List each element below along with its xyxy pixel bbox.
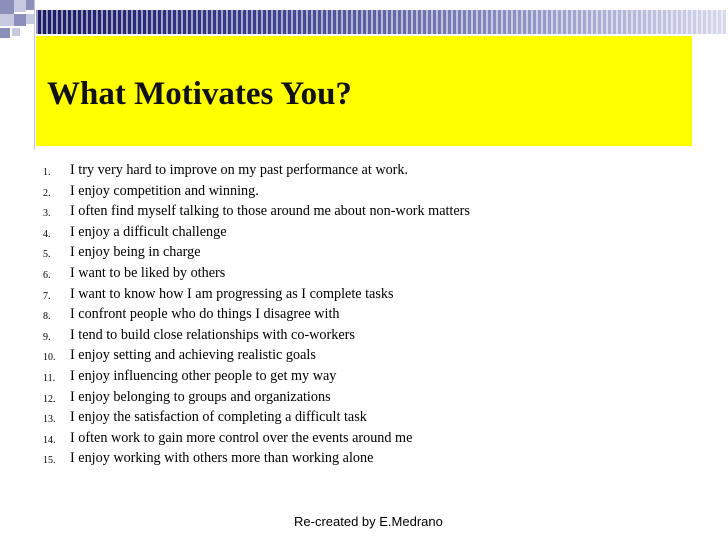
list-item xyxy=(0,203,600,224)
list-item xyxy=(0,286,600,307)
item-text: I enjoy setting and achieving realistic goals xyxy=(70,347,316,364)
decor-square xyxy=(0,28,10,38)
slide-title: What Motivates You? xyxy=(47,76,352,112)
item-text: I want to know how I am progressing as I complete tasks xyxy=(70,285,394,302)
item-text: I enjoy the satisfaction of completing a difficult task xyxy=(70,409,367,426)
header-stripe xyxy=(36,10,726,34)
decor-square xyxy=(0,0,14,14)
item-number: 2. xyxy=(43,187,51,199)
item-text: I enjoy competition and winning. xyxy=(70,182,259,199)
list-item xyxy=(0,389,600,410)
motivation-list xyxy=(0,162,600,471)
item-text: I tend to build close relationships with co-workers xyxy=(70,326,355,343)
item-number: 14. xyxy=(43,434,56,446)
decor-square xyxy=(26,0,34,10)
list-item xyxy=(0,430,600,451)
list-item xyxy=(0,450,600,471)
item-text: I enjoy being in charge xyxy=(70,244,201,261)
list-item xyxy=(0,183,600,204)
item-number: 8. xyxy=(43,311,51,323)
list-item xyxy=(0,306,600,327)
item-number: 4. xyxy=(43,228,51,240)
item-text: I enjoy a difficult challenge xyxy=(70,223,227,240)
list-item xyxy=(0,347,600,368)
item-text: I confront people who do things I disagree with xyxy=(70,306,340,323)
item-text: I enjoy influencing other people to get my way xyxy=(70,367,337,384)
item-number: 15. xyxy=(43,455,56,467)
item-text: I often work to gain more control over the events around me xyxy=(70,429,413,446)
item-text: I enjoy belonging to groups and organizations xyxy=(70,388,331,405)
item-number: 7. xyxy=(43,290,51,302)
item-number: 3. xyxy=(43,208,51,220)
decor-square xyxy=(14,14,26,26)
item-number: 13. xyxy=(43,414,56,426)
item-number: 11. xyxy=(43,372,56,384)
decor-square xyxy=(0,14,14,26)
item-text: I want to be liked by others xyxy=(70,264,226,281)
decor-square xyxy=(12,28,20,36)
title-banner xyxy=(36,36,692,146)
decor-square xyxy=(14,0,26,12)
decor-line xyxy=(34,0,35,150)
item-text: I often find myself talking to those around me about non-work matters xyxy=(70,203,470,220)
item-text: I try very hard to improve on my past performance at work. xyxy=(70,162,409,178)
list-item xyxy=(0,368,600,389)
item-number: 10. xyxy=(43,352,56,364)
list-item xyxy=(0,265,600,286)
item-number: 5. xyxy=(43,249,51,261)
list-item xyxy=(0,224,600,245)
item-number: 1. xyxy=(43,167,51,178)
list-item xyxy=(0,244,600,265)
item-number: 6. xyxy=(43,269,51,281)
item-text: I enjoy working with others more than working alone xyxy=(70,450,374,467)
item-number: 12. xyxy=(43,393,56,405)
footer-credit: Re-created by E.Medrano xyxy=(294,514,443,529)
decor-square xyxy=(26,14,34,24)
list-item xyxy=(0,409,600,430)
list-item xyxy=(0,162,600,183)
item-number: 9. xyxy=(43,331,51,343)
list-item xyxy=(0,327,600,348)
